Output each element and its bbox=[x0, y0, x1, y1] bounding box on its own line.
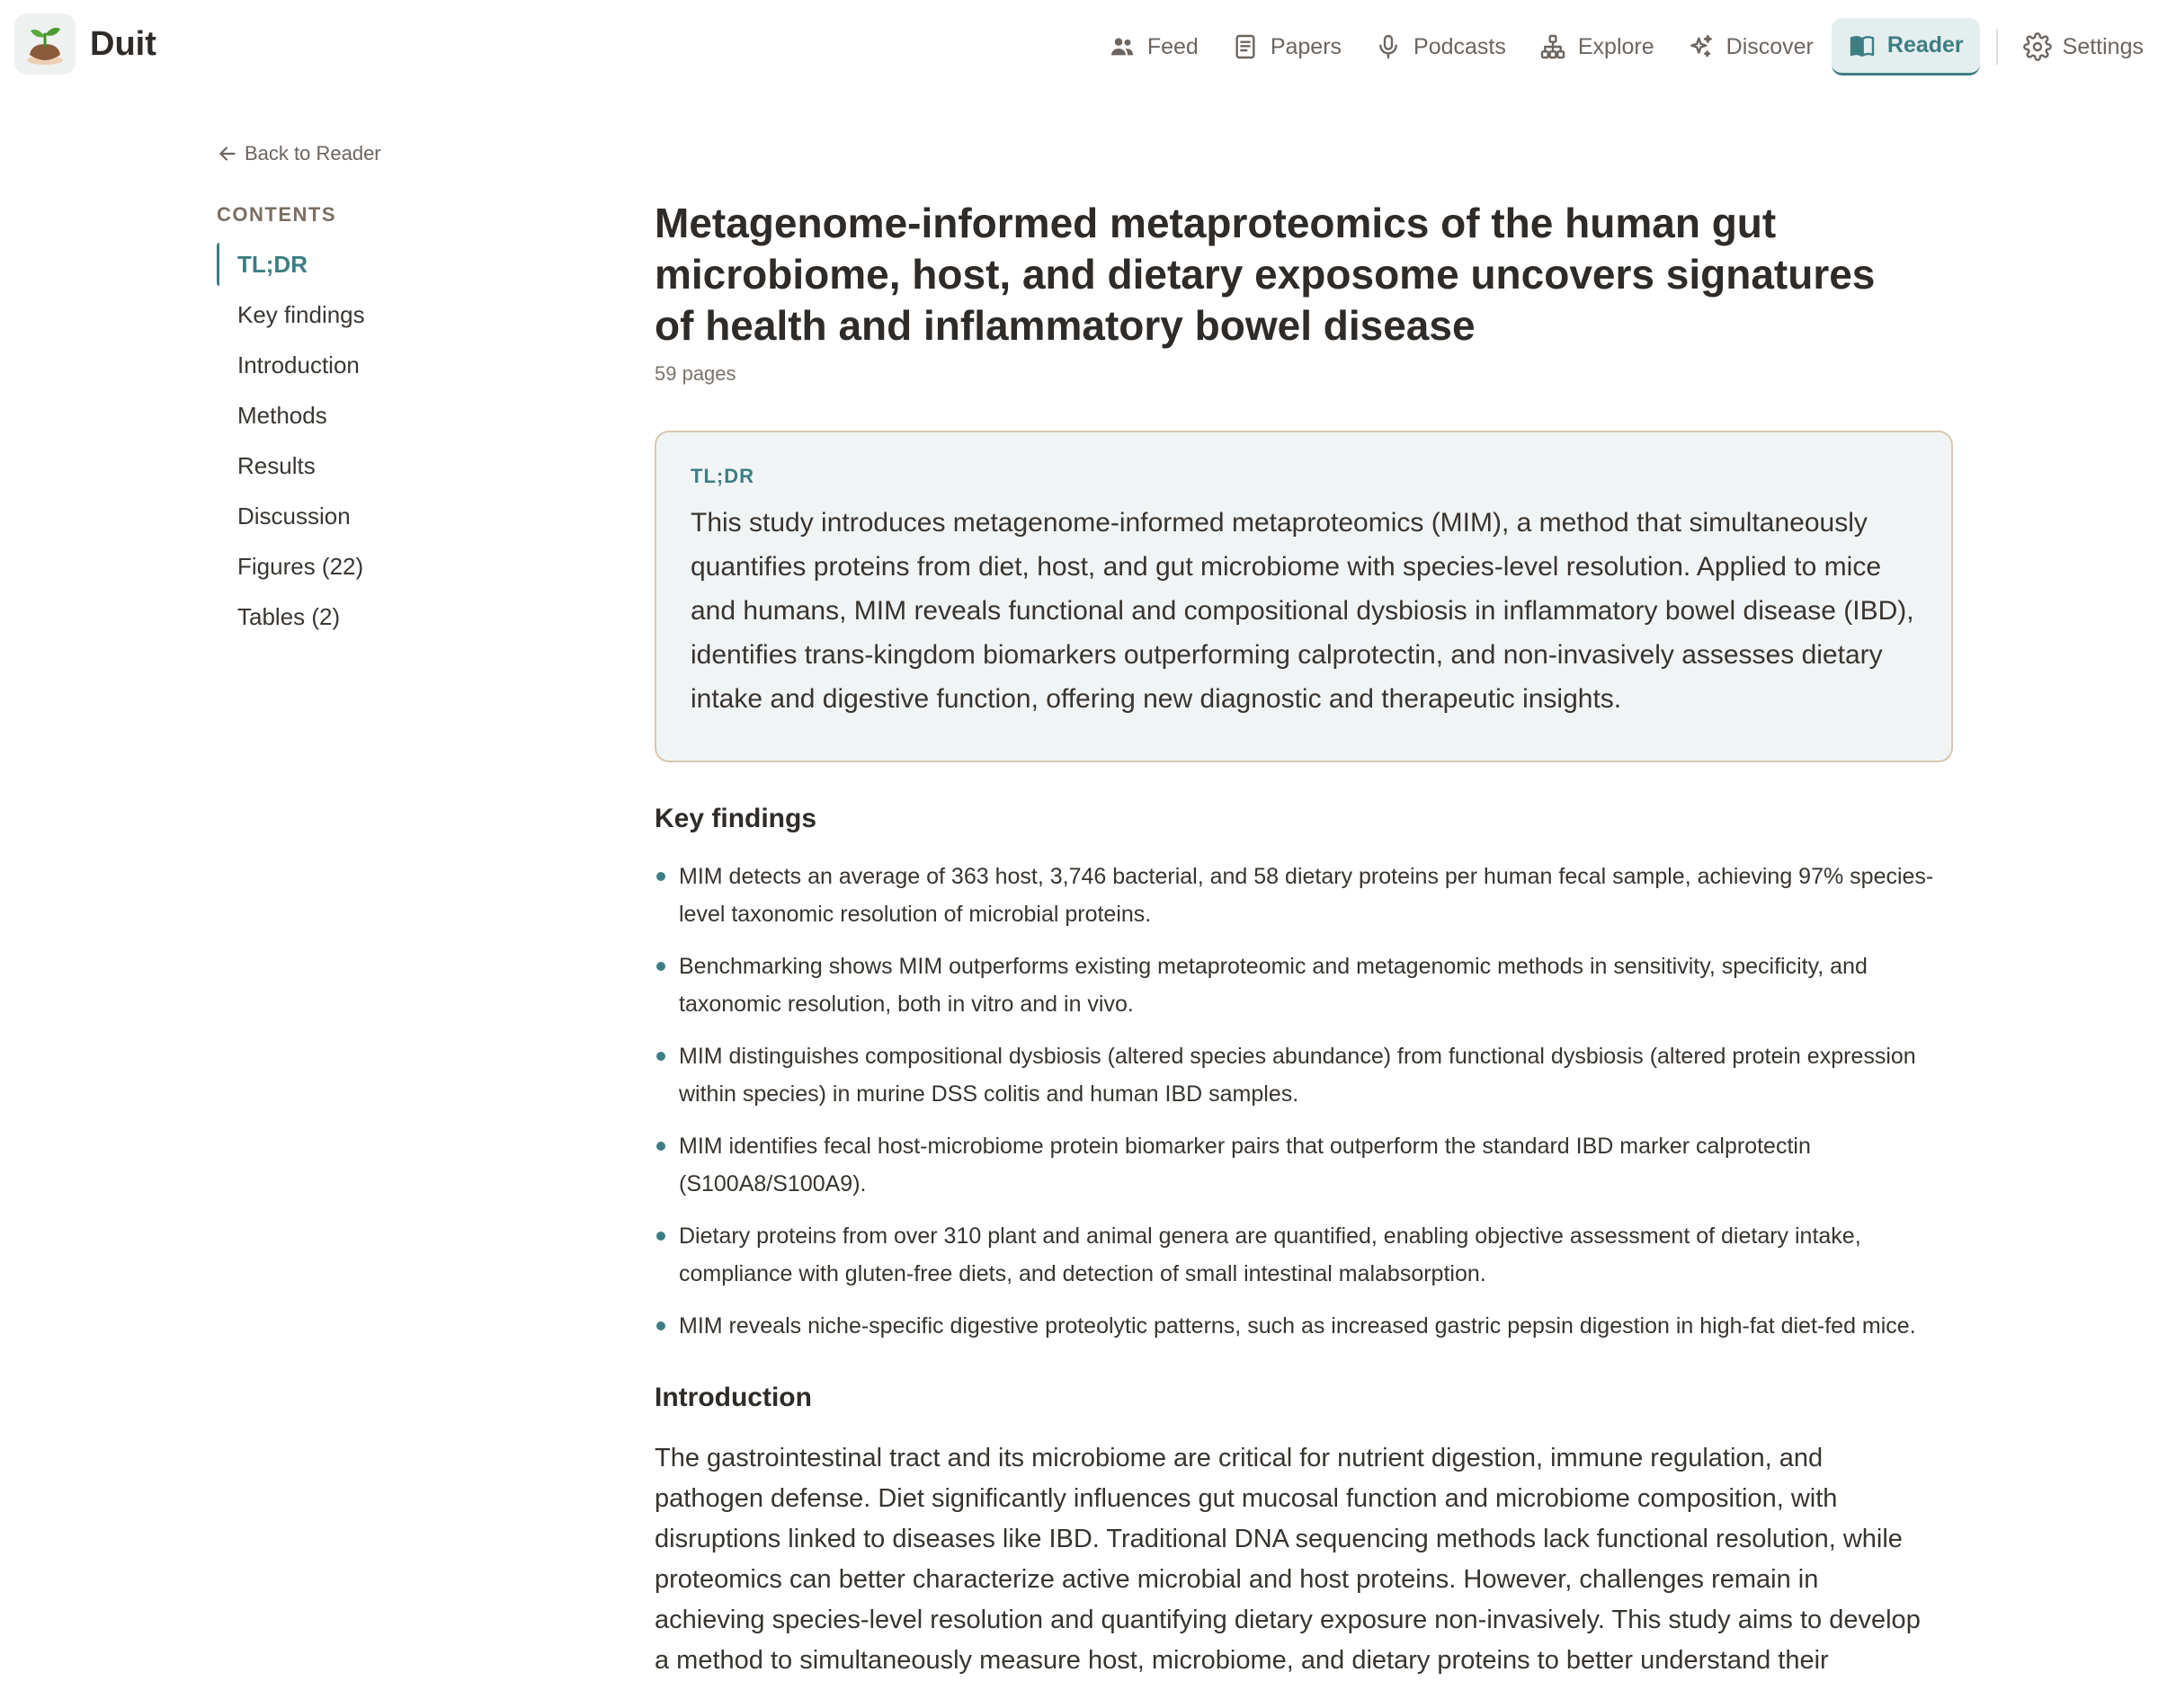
nav-item-discover[interactable] bbox=[1672, 18, 1828, 76]
list-item bbox=[655, 947, 1953, 1023]
tldr-label: TL;DR bbox=[691, 465, 754, 487]
bullet-dot-icon bbox=[656, 962, 665, 971]
nav-label-podcasts: Podcasts bbox=[1413, 33, 1506, 59]
nav-item-reader[interactable] bbox=[1832, 18, 1980, 76]
nav-item-podcasts[interactable] bbox=[1360, 18, 1520, 76]
finding-text: MIM distinguishes compositional dysbiosis (altered species abundance) from functional dysbiosis (altered protein expression within species) in murine DSS colitis and human IBD samples. bbox=[679, 1044, 1916, 1107]
contents-heading: CONTENTS bbox=[217, 203, 336, 226]
list-item bbox=[655, 1307, 1953, 1345]
list-item bbox=[655, 1127, 1953, 1203]
nav-item-papers[interactable] bbox=[1217, 18, 1356, 76]
toc-item-introduction[interactable]: Introduction bbox=[237, 351, 360, 378]
nav-item-explore[interactable] bbox=[1524, 18, 1669, 76]
bullet-dot-icon bbox=[656, 1232, 665, 1241]
back-link-label: Back to Reader bbox=[245, 142, 381, 165]
bullet-dot-icon bbox=[656, 1321, 665, 1330]
nav-label-discover: Discover bbox=[1726, 33, 1814, 59]
key-findings-list bbox=[655, 858, 1953, 1345]
toc-item-figures[interactable]: Figures (22) bbox=[237, 552, 364, 580]
list-item bbox=[655, 1037, 1953, 1113]
nav-label-feed: Feed bbox=[1146, 33, 1199, 59]
page-count: 59 pages bbox=[655, 362, 736, 385]
introduction-heading: Introduction bbox=[655, 1383, 812, 1412]
tldr-card bbox=[655, 431, 1953, 762]
paper-title: Metagenome-informed metaproteomics of the human gut microbiome, host, and dietary exposome uncovers signatures of health and inflammatory bowel disease bbox=[655, 200, 1876, 349]
finding-text: MIM reveals niche-specific digestive proteolytic patterns, such as increased gastric pepsin digestion in high-fat diet-fed mice. bbox=[679, 1313, 1916, 1339]
finding-text: MIM detects an average of 363 host, 3,746 bacterial, and 58 dietary proteins per human fecal sample, achieving 97% species-level taxonomic resolution of microbial proteins. bbox=[679, 864, 1934, 927]
brand[interactable] bbox=[14, 13, 156, 75]
back-to-reader-link[interactable] bbox=[216, 142, 381, 165]
nav-divider bbox=[1996, 29, 1998, 65]
list-item bbox=[655, 1217, 1953, 1293]
toc-item-methods[interactable]: Methods bbox=[237, 401, 327, 429]
table-of-contents bbox=[217, 243, 365, 645]
sparkle-icon bbox=[1687, 32, 1716, 61]
toc-item-tables[interactable]: Tables (2) bbox=[237, 602, 341, 630]
finding-text: Dietary proteins from over 310 plant and animal genera are quantified, enabling objective assessment of dietary intake, compliance with gluten-free diets, and detection of small intestinal malabsorption. bbox=[679, 1223, 1861, 1286]
bullet-dot-icon bbox=[656, 1052, 665, 1061]
arrow-left-icon bbox=[216, 142, 239, 165]
nav-label-explore: Explore bbox=[1577, 33, 1654, 59]
users-icon bbox=[1108, 32, 1137, 61]
bullet-dot-icon bbox=[656, 1142, 665, 1151]
tldr-text: This study introduces metagenome-informed metaproteomics (MIM), a method that simultaneously quantifies proteins from diet, host, and gut microbiome with species-level resolution. Applied to mice and humans, MIM reveals functional and compositional dysbiosis in inflammatory bowel disease (IBD), identifies trans-kingdom biomarkers outperforming calprotectin, and non-invasively assesses dietary intake and digestive function, offering new diagnostic and therapeutic insights. bbox=[691, 508, 1914, 714]
finding-text: MIM identifies fecal host-microbiome protein biomarker pairs that outperform the standard IBD marker calprotectin (S100A8/S100A9). bbox=[679, 1134, 1811, 1196]
document-icon bbox=[1231, 32, 1260, 61]
paper-content bbox=[655, 198, 1953, 1681]
gear-icon bbox=[2023, 32, 2052, 61]
toc-item-key-findings[interactable]: Key findings bbox=[237, 300, 365, 328]
nav-item-feed[interactable] bbox=[1093, 18, 1213, 76]
microphone-icon bbox=[1374, 32, 1403, 61]
nav-label-settings: Settings bbox=[2062, 33, 2144, 59]
finding-text: Benchmarking shows MIM outperforms existing metaproteomic and metagenomic methods in sensitivity, specificity, and taxonomic resolution, both in vitro and in vivo. bbox=[679, 954, 1868, 1017]
nav-item-settings[interactable] bbox=[2009, 18, 2158, 76]
nav-label-reader: Reader bbox=[1886, 32, 1964, 58]
sprout-logo-icon bbox=[14, 13, 76, 75]
hierarchy-icon bbox=[1538, 32, 1567, 61]
key-findings-heading: Key findings bbox=[655, 804, 817, 833]
nav-label-papers: Papers bbox=[1270, 33, 1342, 59]
top-bar bbox=[0, 0, 2158, 92]
brand-name: Duit bbox=[90, 24, 156, 63]
toc-item-discussion[interactable]: Discussion bbox=[237, 502, 351, 529]
bullet-dot-icon bbox=[656, 872, 665, 881]
main-nav bbox=[1090, 18, 2158, 76]
toc-item-tldr[interactable]: TL;DR bbox=[217, 243, 365, 286]
introduction-text: The gastrointestinal tract and its microbiome are critical for nutrient digestion, immune regulation, and pathogen defense. Diet significantly influences gut mucosal function and microbiome composition, with disruptions linked to diseases like IBD. Traditional DNA sequencing methods lack functional resolution, while proteomics can better characterize active microbial and host proteins. However, challenges remain in achieving species-level resolution and quantifying dietary exposure non-invasively. This study aims to develop a method to simultaneously measure host, microbiome, and dietary proteins to better understand their bbox=[655, 1444, 1921, 1675]
book-icon bbox=[1848, 31, 1877, 60]
list-item bbox=[655, 858, 1953, 933]
toc-item-results[interactable]: Results bbox=[237, 451, 316, 479]
